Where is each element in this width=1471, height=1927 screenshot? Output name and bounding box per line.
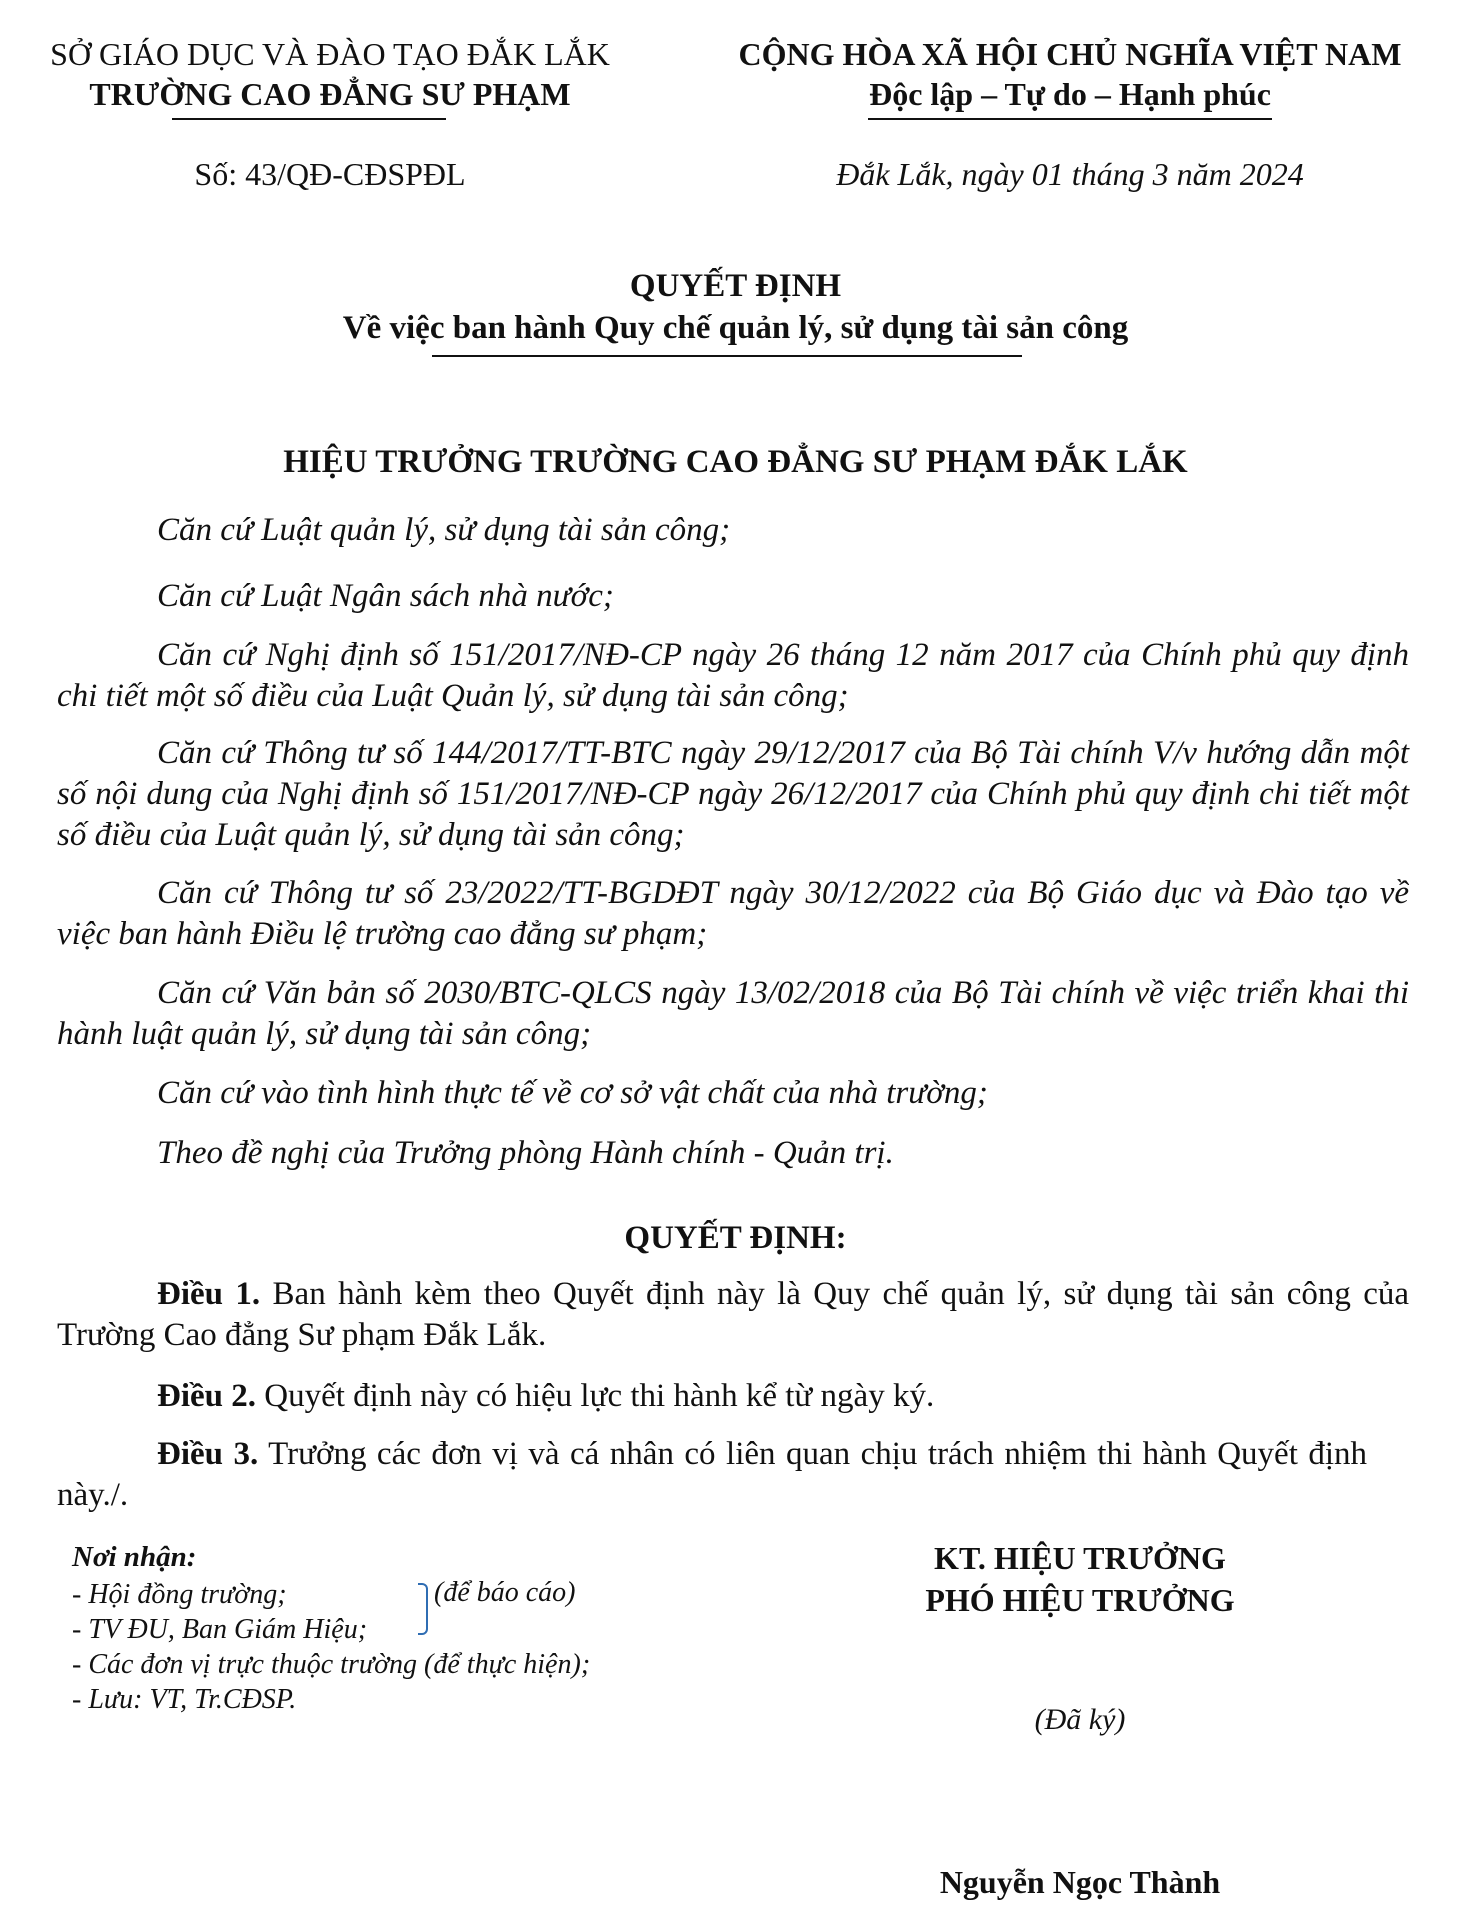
article-1-text: Ban hành kèm theo Quyết định này là Quy chế quản lý, sử dụng tài sản công của Trường Cao đẳng Sư phạm Đắk Lắk. bbox=[57, 1276, 1410, 1353]
article-3-text: Trưởng các đơn vị và cá nhân có liên quan chịu trách nhiệm thi hành Quyết định này./. bbox=[57, 1436, 1368, 1513]
article-3 bbox=[57, 1434, 1367, 1516]
national-motto: Độc lập – Tự do – Hạnh phúc bbox=[869, 76, 1271, 112]
article-1 bbox=[57, 1274, 1409, 1356]
signature-title: KT. HIỆU TRƯỞNG bbox=[934, 1540, 1226, 1576]
signed-note: (Đã ký) bbox=[1034, 1703, 1126, 1736]
decision-heading: QUYẾT ĐỊNH: bbox=[624, 1220, 847, 1256]
legal-basis-4: Căn cứ Thông tư số 144/2017/TT-BTC ngày 29/12/2017 của Bộ Tài chính V/v hướng dẫn một số nội dung của Nghị định số 151/2017/NĐ-CP ngày 26/12/2017 của Chính phủ quy định chi tiết một số điều của Luật quản lý, sử dụng tài sản công; bbox=[57, 735, 1409, 853]
header-left-underline bbox=[172, 118, 446, 120]
recipients-bracket-note: (để báo cáo) bbox=[434, 1577, 576, 1608]
legal-basis-6: Căn cứ Văn bản số 2030/BTC-QLCS ngày 13/02/2018 của Bộ Tài chính về việc triển khai thi hành luật quản lý, sử dụng tài sản công; bbox=[57, 975, 1409, 1052]
document-title: QUYẾT ĐỊNH bbox=[629, 268, 842, 304]
recipient-item: - Lưu: VT, Tr.CĐSP. bbox=[72, 1684, 297, 1715]
legal-basis-3: Căn cứ Nghị định số 151/2017/NĐ-CP ngày 26 tháng 12 năm 2017 của Chính phủ quy định chi tiết một số điều của Luật Quản lý, sử dụng tài sản công; bbox=[57, 637, 1409, 714]
article-2-label: Điều 2. bbox=[157, 1378, 256, 1414]
legal-basis-5: Căn cứ Thông tư số 23/2022/TT-BGDĐT ngày 30/12/2022 của Bộ Giáo dục và Đào tạo về việc ban hành Điều lệ trường cao đẳng sư phạm; bbox=[57, 875, 1409, 952]
authority-heading: HIỆU TRƯỞNG TRƯỜNG CAO ĐẲNG SƯ PHẠM ĐẮK LẮK bbox=[283, 444, 1188, 480]
legal-basis-2: Căn cứ Luật Ngân sách nhà nước; bbox=[157, 578, 614, 614]
document-date: Đắk Lắk, ngày 01 tháng 3 năm 2024 bbox=[836, 156, 1304, 192]
document-subject: Về việc ban hành Quy chế quản lý, sử dụng tài sản công bbox=[342, 310, 1129, 346]
header-right-underline bbox=[868, 118, 1272, 120]
article-2-text: Quyết định này có hiệu lực thi hành kể từ ngày ký. bbox=[264, 1378, 935, 1414]
signature-position: PHÓ HIỆU TRƯỞNG bbox=[925, 1582, 1235, 1618]
issuing-department: SỞ GIÁO DỤC VÀ ĐÀO TẠO ĐẮK LẮK bbox=[50, 36, 610, 72]
recipient-item: - Hội đồng trường; bbox=[72, 1579, 287, 1610]
recipient-item: - Các đơn vị trực thuộc trường (để thực hiện); bbox=[72, 1649, 591, 1680]
recipients-bracket bbox=[418, 1583, 428, 1635]
article-2 bbox=[57, 1376, 1409, 1417]
article-1-label: Điều 1. bbox=[157, 1276, 261, 1312]
title-underline bbox=[432, 355, 1022, 357]
issuing-school: TRƯỜNG CAO ĐẲNG SƯ PHẠM bbox=[89, 76, 571, 112]
national-title: CỘNG HÒA XÃ HỘI CHỦ NGHĨA VIỆT NAM bbox=[738, 36, 1402, 72]
legal-basis-1: Căn cứ Luật quản lý, sử dụng tài sản công; bbox=[157, 512, 731, 548]
legal-basis-7: Căn cứ vào tình hình thực tế về cơ sở vật chất của nhà trường; bbox=[157, 1075, 988, 1111]
recipients-title: Nơi nhận: bbox=[72, 1541, 197, 1573]
document-number: Số: 43/QĐ-CĐSPĐL bbox=[194, 156, 466, 192]
article-3-label: Điều 3. bbox=[157, 1436, 259, 1472]
legal-basis-8: Theo đề nghị của Trưởng phòng Hành chính - Quản trị. bbox=[157, 1135, 894, 1171]
recipient-item: - TV ĐU, Ban Giám Hiệu; bbox=[72, 1614, 368, 1645]
signer-name: Nguyễn Ngọc Thành bbox=[939, 1864, 1221, 1900]
